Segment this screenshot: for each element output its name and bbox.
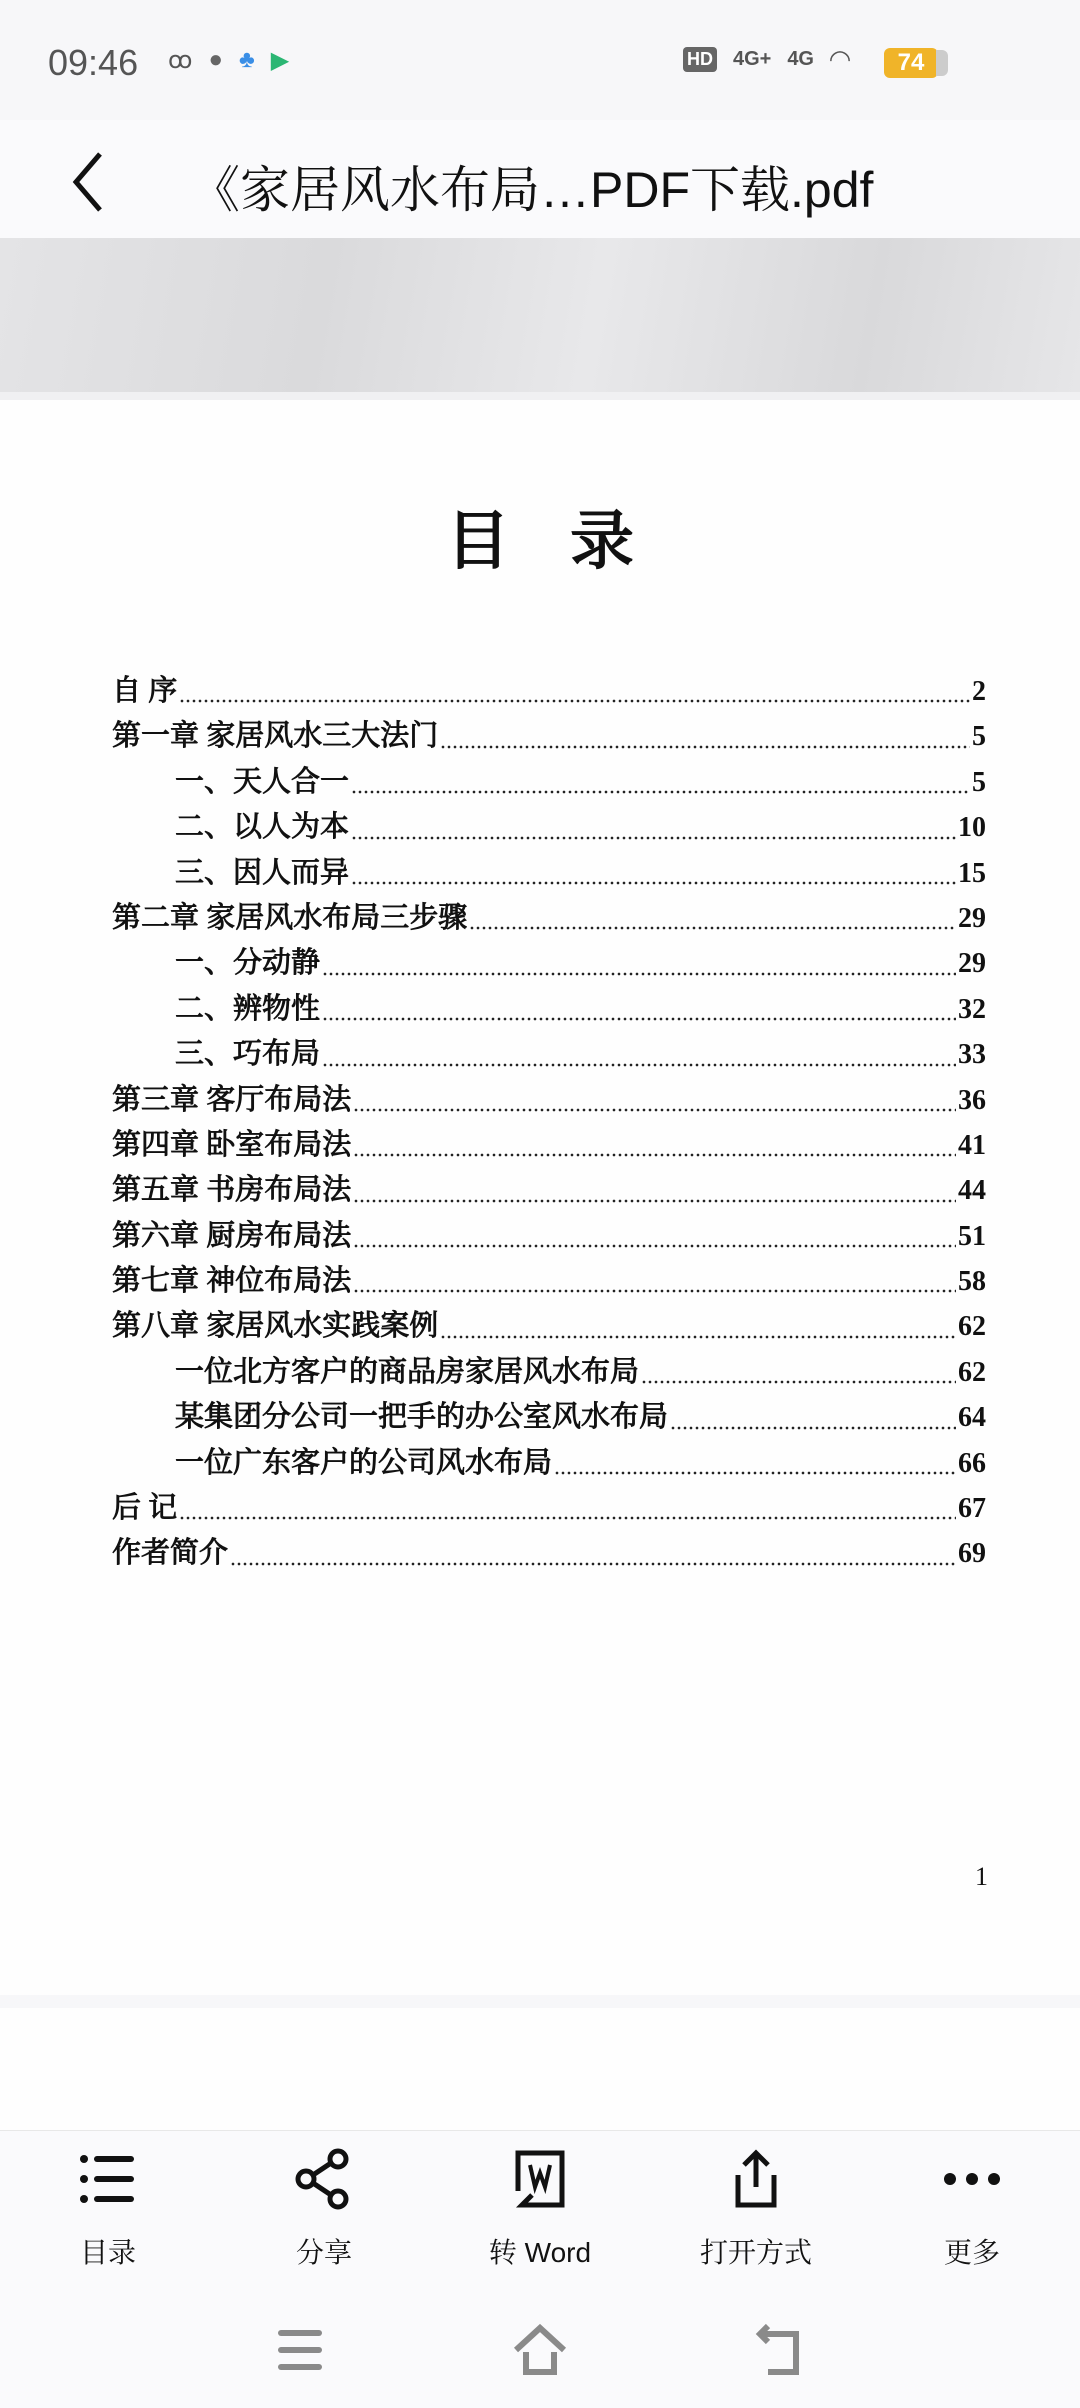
toc-label: 目录 (79, 2237, 136, 2268)
toc-entry[interactable] (112, 1485, 986, 1530)
dot-leader (469, 926, 956, 930)
toc-entry-page: 67 (958, 1493, 986, 1525)
page-number: 1 (975, 1862, 988, 1891)
system-nav-bar (0, 2290, 1080, 2408)
back-button[interactable] (60, 146, 120, 216)
toc-entry-page: 64 (958, 1402, 986, 1434)
toc-entry-page: 62 (958, 1356, 986, 1388)
toc-entry[interactable] (112, 1440, 986, 1485)
dot-leader (230, 1562, 956, 1566)
convert-to-word-label: 转 Word (488, 2237, 592, 2268)
toc-entry-label: 第五章 书房布局法 (112, 1174, 352, 1207)
dot-leader (353, 1289, 956, 1293)
toc-button[interactable] (0, 2131, 216, 2290)
hd-voice-icon: HD (683, 47, 717, 72)
dot-leader (179, 699, 970, 703)
convert-to-word-button[interactable] (432, 2131, 648, 2290)
toc-entry[interactable] (112, 1031, 986, 1076)
toc-entry[interactable] (112, 1167, 986, 1212)
back-nav-icon[interactable] (750, 2320, 810, 2380)
share-button[interactable] (216, 2131, 432, 2290)
dot-leader (322, 972, 956, 976)
toc-entry[interactable] (112, 1077, 986, 1122)
toc-entry-page: 5 (972, 766, 986, 798)
dot-leader (179, 1516, 956, 1520)
dot-leader (322, 1017, 956, 1021)
dot-leader (351, 790, 970, 794)
toc-entry-label: 第三章 客厅布局法 (112, 1083, 352, 1116)
toc-entry-page: 51 (958, 1220, 986, 1252)
toc-entry-page: 41 (958, 1129, 986, 1161)
toc-entry-page: 66 (958, 1447, 986, 1479)
toc-entry-page: 29 (958, 902, 986, 934)
toc-entry-page: 15 (958, 857, 986, 889)
chevron-left-icon (60, 146, 120, 216)
dot-leader (351, 881, 956, 885)
toc-entry-label: 三、因人而异 (175, 856, 350, 889)
toc-entry[interactable] (112, 804, 986, 849)
toc-entry-page: 62 (958, 1311, 986, 1343)
status-bar (0, 0, 1080, 120)
toc-entry[interactable] (112, 986, 986, 1031)
toc-entry-label: 第七章 神位布局法 (112, 1265, 352, 1298)
open-with-button[interactable] (648, 2131, 864, 2290)
toc-entry[interactable] (112, 1258, 986, 1303)
dot-leader (440, 1335, 956, 1339)
toc-entry-label: 一位北方客户的商品房家居风水布局 (175, 1355, 640, 1388)
share-icon (292, 2147, 356, 2211)
toc-entry-label: 二、以人为本 (175, 811, 350, 844)
toc-entry-label: 一位广东客户的公司风水布局 (175, 1446, 553, 1479)
toc-entry-page: 5 (972, 721, 986, 753)
bottom-toolbar (0, 2130, 1080, 2290)
toc-entry-label: 二、辨物性 (175, 992, 321, 1025)
next-pdf-page (0, 2008, 1080, 2130)
more-label: 更多 (943, 2237, 1000, 2268)
list-icon (76, 2147, 140, 2211)
word-document-icon (508, 2147, 572, 2211)
toc-entry-label: 第四章 卧室布局法 (112, 1128, 352, 1161)
toc-entry-label: 后 记 (112, 1492, 178, 1525)
page-cover-texture (0, 238, 1080, 400)
status-time: 09:46 (48, 42, 139, 83)
toc-entry-page: 2 (972, 676, 986, 707)
notification-icons (168, 46, 289, 75)
app-notification-icon: ꝏ (168, 47, 193, 74)
toc-entry-label: 第二章 家居风水布局三步骤 (112, 901, 468, 934)
dot-leader (440, 745, 970, 749)
more-dots-icon (940, 2147, 1004, 2211)
toc-entry-label: 一、天人合一 (175, 765, 350, 798)
toc-entry[interactable] (112, 1394, 986, 1439)
dot-leader (322, 1063, 956, 1067)
video-app-icon: ▶ (270, 47, 290, 74)
recent-apps-icon[interactable] (270, 2320, 330, 2380)
dot-leader (353, 1244, 956, 1248)
toc-entry-label: 三、巧布局 (175, 1038, 321, 1071)
header (0, 120, 1080, 238)
toc-entry[interactable] (112, 1213, 986, 1258)
dot-leader (554, 1471, 956, 1475)
toc-entry-label: 第六章 厨房布局法 (112, 1219, 352, 1252)
toc-entry-page: 29 (958, 948, 986, 980)
dot-leader (641, 1380, 956, 1384)
document-title: 《家居风水布局…PDF下载.pdf (190, 162, 874, 218)
toc-entry[interactable] (112, 895, 986, 940)
toc-entry-label: 第八章 家居风水实践案例 (112, 1310, 439, 1343)
toc-entry-page: 36 (958, 1084, 986, 1116)
pdf-page (0, 400, 1080, 1995)
home-icon[interactable] (510, 2320, 570, 2380)
battery-indicator: 74 (884, 48, 938, 78)
toc-entry[interactable] (112, 759, 986, 804)
toc-entry-page: 33 (958, 1039, 986, 1071)
dot-leader (353, 1108, 956, 1112)
toc-entry-page: 44 (958, 1175, 986, 1207)
toc-entry-page: 69 (958, 1538, 986, 1570)
wifi-icon: ◠ (830, 44, 850, 74)
toc-entry[interactable] (112, 713, 986, 758)
toc-entry[interactable] (112, 1530, 986, 1575)
dot-leader (353, 1199, 956, 1203)
toc-entry-label: 作者简介 (112, 1537, 229, 1570)
cloud-app-icon: ♣ (238, 46, 255, 73)
signal-4g-icon: 4G (787, 48, 814, 70)
table-of-contents (112, 668, 986, 1576)
toc-entry-page: 32 (958, 993, 986, 1025)
toc-entry-label: 自 序 (112, 675, 178, 707)
toc-entry-label: 某集团分公司一把手的办公室风水布局 (175, 1401, 669, 1434)
dot-leader (670, 1426, 956, 1430)
toc-entry-label: 一、分动静 (175, 947, 321, 980)
toc-entry[interactable] (112, 1122, 986, 1167)
more-button[interactable] (864, 2131, 1080, 2290)
toc-entry[interactable] (112, 1303, 986, 1348)
export-upload-icon (724, 2147, 788, 2211)
toc-entry[interactable] (112, 850, 986, 895)
share-label: 分享 (295, 2237, 352, 2268)
open-with-label: 打开方式 (699, 2237, 812, 2268)
toc-entry[interactable] (112, 940, 986, 985)
dot-leader (353, 1153, 956, 1157)
toc-heading: 目录 (446, 506, 694, 577)
toc-entry[interactable] (112, 1349, 986, 1394)
toc-entry-page: 10 (958, 812, 986, 844)
toc-entry-label: 第一章 家居风水三大法门 (112, 720, 439, 753)
toc-entry-page: 58 (958, 1266, 986, 1298)
signal-4g-plus-icon: 4G+ (732, 48, 772, 70)
wechat-icon: ● (208, 46, 223, 73)
toc-entry[interactable] (112, 668, 986, 713)
dot-leader (351, 836, 956, 840)
